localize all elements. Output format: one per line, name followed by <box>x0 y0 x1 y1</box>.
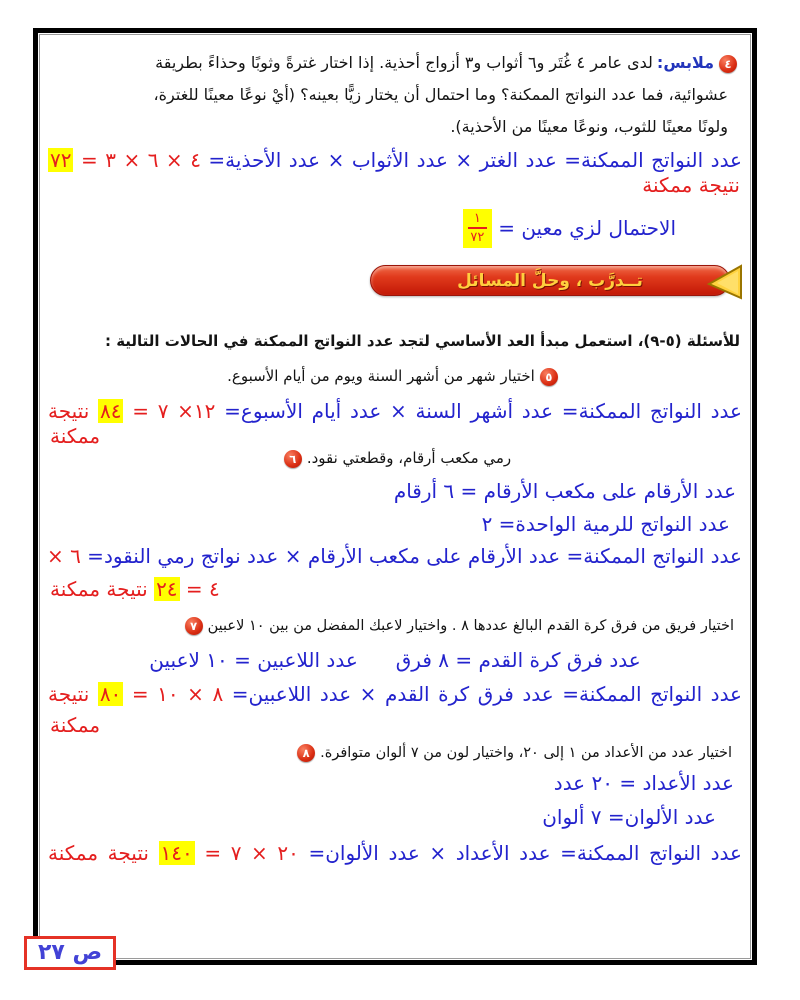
problem8-solution-line2: عدد الألوان= ٧ ألوان <box>542 805 716 829</box>
problem8-solution-line1: عدد الأعداد = ٢٠ عدد <box>553 771 734 795</box>
problem4-statement-line3: ولونًا معينًا للثوب، ونوعًا معينًا من الأحذية). <box>450 117 728 136</box>
problem5-equation-red: ١٢× ٧ = <box>123 399 216 423</box>
problem8-after-result: نتيجة ممكنة <box>48 841 159 865</box>
problem7-number-badge: ٧ <box>185 617 203 635</box>
problem5-result-highlight: ٨٤ <box>100 399 122 423</box>
problem7-solution-continuation: ممكنة <box>50 713 101 737</box>
banner-arrow-icon <box>705 263 745 301</box>
problem6-statement-text: رمي مكعب أرقام، وقطعتي نقود. <box>306 449 512 467</box>
problem7-equation-blue: عدد النواتج الممكنة= عدد فرق كرة القدم × عدد اللاعبين= <box>223 682 742 706</box>
problem7-solution-equation <box>48 681 742 707</box>
probability-fraction <box>463 209 492 248</box>
problem4-title: ملابس: <box>656 53 714 72</box>
problem6-after-result: نتيجة ممكنة <box>50 577 155 601</box>
problem7-equation-red: ٨ × ١٠ = <box>123 682 224 706</box>
problem7-after-result: نتيجة <box>48 682 98 706</box>
problem5-after-result: نتيجة <box>48 399 98 423</box>
page-number-label: ص ٢٧ <box>38 940 103 965</box>
problem4-result-highlight: ٧٢ <box>50 148 72 172</box>
problem6-equation-blue: عدد النواتج الممكنة= عدد الأرقام على مكعب الأرقام × عدد نواتج رمي النقود= <box>80 544 742 568</box>
practice-banner-label: تــدرَّب ، وحلَّ المسائل <box>457 270 643 291</box>
problem8-solution-equation <box>48 840 742 866</box>
problem6-statement <box>48 446 742 470</box>
problem8-statement-text: اختيار عدد من الأعداد من ١ إلى ٢٠، واختيار لون من ٧ ألوان متوافرة. <box>320 745 732 761</box>
problem8-result-highlight: ١٤٠ <box>160 841 193 865</box>
problem6-solution-line1: عدد الأرقام على مكعب الأرقام = ٦ أرقام <box>393 479 736 503</box>
problem4-statement-text1: لدى عامر ٤ غُتَر و٦ أثواب و٣ أزواج أحذية. إذا اختار غترةً وثوبًا وحذاءً بطريقة <box>155 53 653 72</box>
problem4-number-badge: ٤ <box>719 55 737 73</box>
problem5-solution-equation <box>48 398 742 424</box>
problem4-statement-line2: عشوائية، فما عدد النواتج الممكنة؟ وما احتمال أن يختار زيًّا بعينه؟ (أيْ نوعًا معينًا للغترة، <box>153 85 728 104</box>
problem4-probability-line <box>48 203 742 253</box>
fraction-denominator: ٧٢ <box>470 229 485 245</box>
fraction-numerator: ١ <box>468 211 487 229</box>
problem8-statement <box>48 742 742 764</box>
problem7-counts-line <box>48 647 742 674</box>
problem8-equation-blue: عدد النواتج الممكنة= عدد الأعداد × عدد الألوان= <box>298 841 742 865</box>
problem4-equation-red: ٤ × ٦ × ٣ = <box>73 148 201 172</box>
problem6-equation-red-tail: ٦ × <box>46 544 81 568</box>
problem7-counts-part2: عدد اللاعبين = ١٠ لاعبين <box>149 648 358 672</box>
practice-banner-row <box>48 265 742 296</box>
problem6-solution-wrap-line <box>48 576 742 602</box>
problem4-solution-continuation: نتيجة ممكنة <box>642 173 740 197</box>
page-number-box <box>24 936 116 970</box>
problem6-solution-line2: عدد النواتج للرمية الواحدة= ٢ <box>481 512 730 536</box>
problem6-result-highlight: ٢٤ <box>156 577 178 601</box>
problem7-counts-part1: عدد فرق كرة القدم = ٨ فرق <box>395 648 641 672</box>
practice-banner <box>370 265 730 296</box>
problem7-statement <box>48 615 742 637</box>
problem6-number-badge: ٦ <box>284 450 302 468</box>
problem5-number-badge: ٥ <box>540 368 558 386</box>
page-border <box>33 28 757 965</box>
problem4-solution-equation <box>48 147 742 173</box>
problem8-number-badge: ٨ <box>297 744 315 762</box>
problem6-wrap-red: ٤ = <box>179 577 220 601</box>
problem8-equation-red: ٢٠ × ٧ = <box>194 841 299 865</box>
page-inner-border <box>39 34 751 959</box>
problem7-result-highlight: ٨٠ <box>99 682 122 706</box>
problem5-statement-text: اختيار شهر من أشهر السنة ويوم من أيام الأسبوع. <box>227 367 535 385</box>
problem4-statement-line1 <box>48 47 742 79</box>
problem5-statement <box>48 364 742 388</box>
problem4-equation-blue: عدد النواتج الممكنة= عدد الغتر × عدد الأثواب × عدد الأحذية= <box>200 148 742 172</box>
problem7-statement-text: اختيار فريق من فرق كرة القدم البالغ عددها ٨ . واختيار لاعبك المفضل من بين ١٠ لاعبين <box>207 618 734 634</box>
problem5-equation-blue: عدد النواتج الممكنة= عدد أشهر السنة × عدد أيام الأسبوع= <box>215 399 742 423</box>
problem5-solution-continuation: ممكنة <box>50 424 101 448</box>
probability-label: الاحتمال لزي معين = <box>491 216 676 240</box>
instruction-line: للأسئلة (٥-٩)، استعمل مبدأ العد الأساسي لتجد عدد النواتج الممكنة في الحالات التالية : <box>104 332 740 350</box>
problem6-solution-equation <box>48 543 742 569</box>
page-content <box>40 35 750 958</box>
